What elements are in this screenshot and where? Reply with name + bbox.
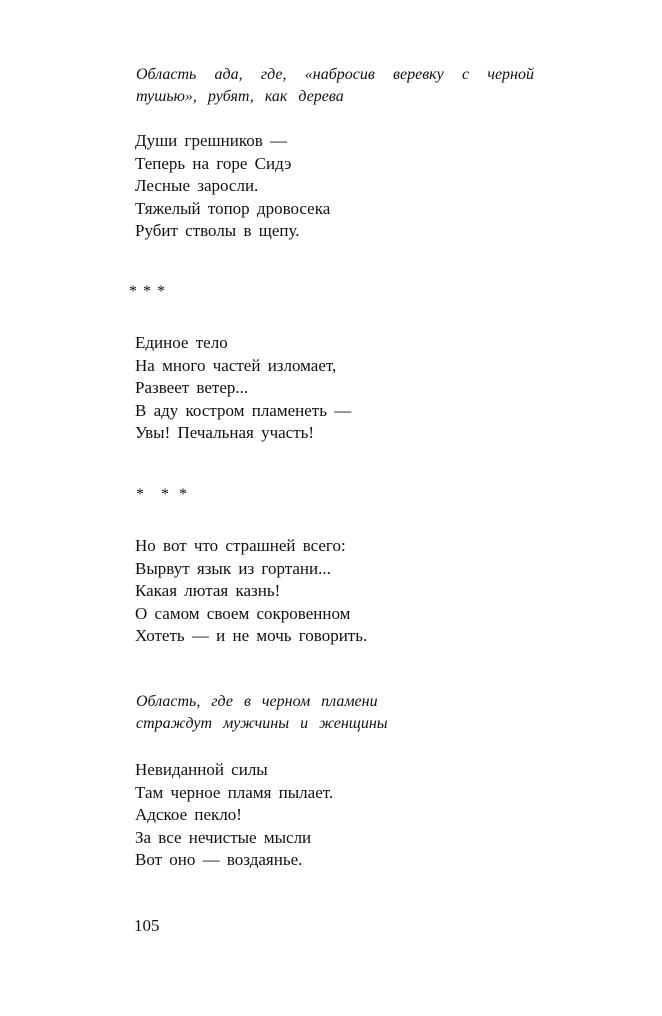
stanza-1 <box>135 130 330 243</box>
poem-line: Вырвут язык из гортани... <box>135 558 331 578</box>
heading-line: тушью», рубят, как дерева <box>136 88 344 105</box>
heading-line: страждут мужчины и женщины <box>136 715 388 732</box>
poem-line: Тяжелый топор дровосека <box>135 198 331 218</box>
stanza-3 <box>135 535 367 648</box>
poem-line: Увы! Печальная участь! <box>135 423 315 442</box>
poem-line: Какая лютая казнь! <box>135 581 281 600</box>
section-heading-2 <box>136 691 534 735</box>
poem-line: На много частей изломает, <box>135 355 337 375</box>
poem-line: За все нечистые мысли <box>135 827 312 847</box>
poem-line: Теперь на горе Сидэ <box>135 153 292 173</box>
poem-line: О самом своем сокровенном <box>135 603 351 623</box>
poem-line: В аду костром пламенеть — <box>135 400 352 420</box>
heading-line: Область, где в черном пламени <box>136 693 378 710</box>
poem-line: Невиданной силы <box>135 760 268 779</box>
stanza-2 <box>135 332 351 445</box>
section-separator-2: * * * <box>136 486 190 503</box>
poem-line: Но вот что страшней всего: <box>135 536 346 555</box>
page-number: 105 <box>134 916 160 935</box>
poem-line: Там черное пламя пылает. <box>135 782 334 802</box>
poem-line: Хотеть — и не мочь говорить. <box>135 626 368 645</box>
poem-line: Развеет ветер... <box>135 378 249 397</box>
poem-line: Вот оно — воздаянье. <box>135 850 303 869</box>
section-separator-1: * * * <box>129 283 166 300</box>
poem-line: Адское пекло! <box>135 805 242 824</box>
poem-line: Лесные заросли. <box>135 176 259 195</box>
heading-line: Область ада, где, «набросив веревку с черной <box>136 66 534 83</box>
poem-line: Единое тело <box>135 333 228 352</box>
poem-line: Рубит стволы в щепу. <box>135 221 300 240</box>
section-heading-1 <box>136 64 534 108</box>
stanza-4 <box>135 759 333 872</box>
poem-line: Души грешников — <box>135 131 288 150</box>
